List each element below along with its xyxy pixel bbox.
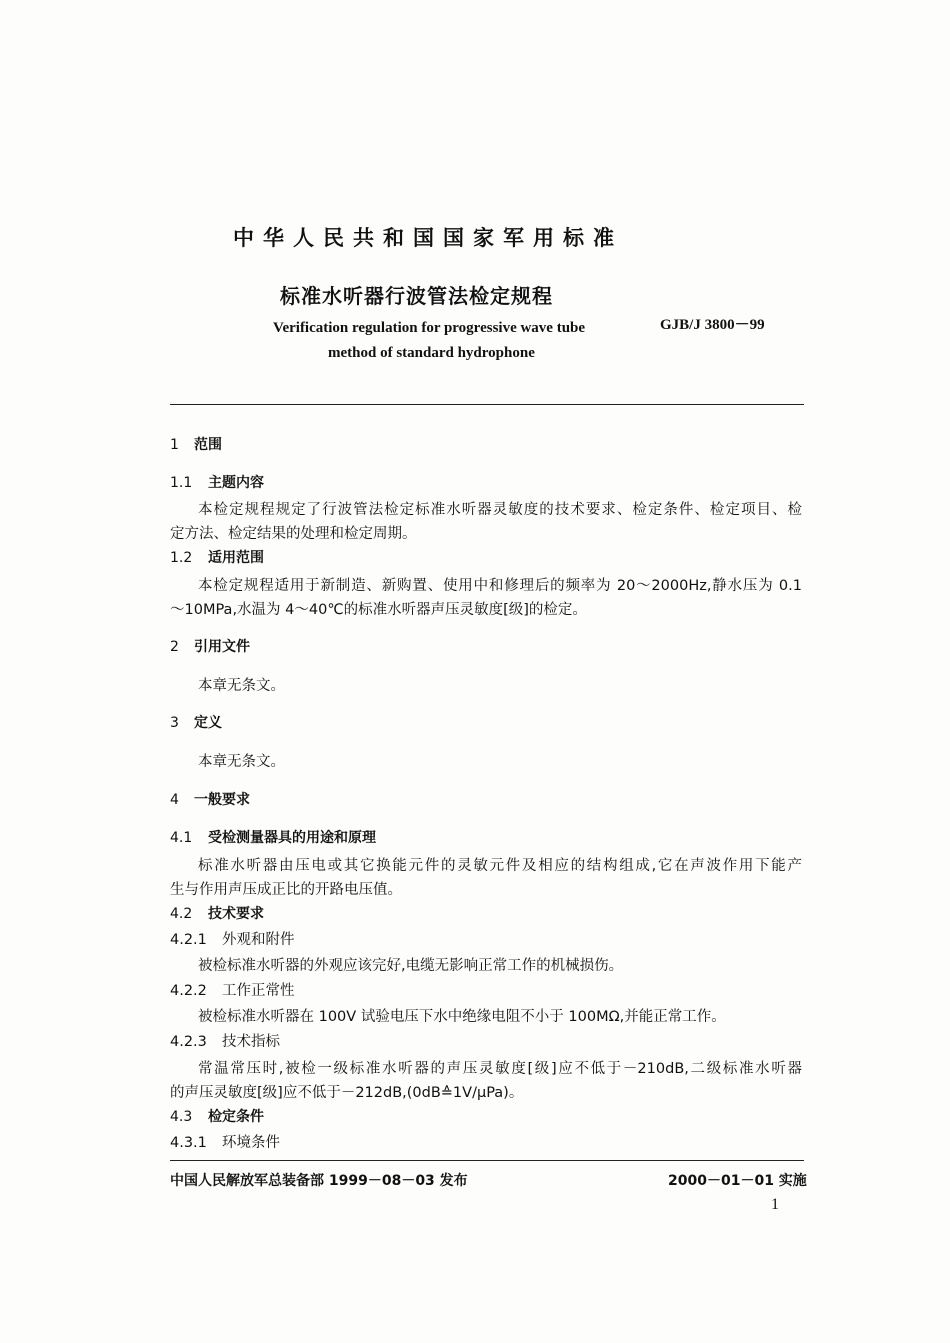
section-title: 外观和附件 bbox=[222, 932, 295, 948]
section-number: 4.2.3 bbox=[170, 1034, 207, 1050]
effective-date: 2000－01－01 实施 bbox=[668, 1173, 807, 1189]
section-title: 引用文件 bbox=[194, 639, 250, 655]
paragraph-line: ～10MPa,水温为 4～40℃的标准水听器声压灵敏度[级]的检定。 bbox=[170, 602, 587, 618]
national-standard-heading: 中华人民共和国国家军用标准 bbox=[233, 226, 623, 250]
section-number: 4.3.1 bbox=[170, 1135, 207, 1151]
paragraph-line: 被检标准水听器在 100V 试验电压下水中绝缘电阻不小于 100MΩ,并能正常工作。 bbox=[198, 1009, 726, 1025]
section-4-2-2-heading bbox=[170, 979, 295, 1000]
section-title: 技术指标 bbox=[222, 1034, 280, 1050]
section-title: 检定条件 bbox=[208, 1109, 264, 1125]
section-4-heading bbox=[170, 789, 250, 809]
section-2-heading bbox=[170, 636, 250, 656]
paragraph-line: 本检定规程规定了行波管法检定标准水听器灵敏度的技术要求、检定条件、检定项目、检 bbox=[198, 502, 802, 518]
section-number: 3 bbox=[170, 715, 179, 731]
paragraph-line: 标准水听器由压电或其它换能元件的灵敏元件及相应的结构组成,它在声波作用下能产 bbox=[198, 858, 802, 874]
footer-divider bbox=[170, 1160, 804, 1161]
paragraph-line: 被检标准水听器的外观应该完好,电缆无影响正常工作的机械损伤。 bbox=[198, 958, 624, 974]
paragraph-line: 本章无条文。 bbox=[198, 754, 285, 770]
section-number: 2 bbox=[170, 639, 179, 655]
section-number: 1 bbox=[170, 437, 179, 453]
paragraph-line: 的声压灵敏度[级]应不低于－212dB,(0dB≙1V/μPa)。 bbox=[170, 1085, 524, 1101]
section-1-2-heading bbox=[170, 547, 264, 567]
section-title: 定义 bbox=[194, 715, 222, 731]
document-title-en-line2: method of standard hydrophone bbox=[328, 345, 535, 361]
section-title: 环境条件 bbox=[222, 1135, 280, 1151]
section-title: 工作正常性 bbox=[222, 983, 295, 999]
section-title: 一般要求 bbox=[194, 792, 250, 808]
section-title: 技术要求 bbox=[208, 906, 264, 922]
paragraph-line: 本检定规程适用于新制造、新购置、使用中和修理后的频率为 20～2000Hz,静水压为 0.1 bbox=[198, 578, 802, 594]
section-4-2-1-heading bbox=[170, 928, 295, 949]
section-number: 4.3 bbox=[170, 1109, 193, 1125]
paragraph-line: 常温常压时,被检一级标准水听器的声压灵敏度[级]应不低于－210dB,二级标准水听器 bbox=[198, 1061, 802, 1077]
paragraph-line: 生与作用声压成正比的开路电压值。 bbox=[170, 882, 402, 898]
section-1-heading bbox=[170, 434, 222, 454]
document-title-en-line1: Verification regulation for progressive wave tube bbox=[273, 320, 586, 336]
issue-date: 中国人民解放军总装备部 1999－08－03 发布 bbox=[170, 1173, 468, 1189]
paragraph-line: 定方法、检定结果的处理和检定周期。 bbox=[170, 526, 417, 542]
section-title: 适用范围 bbox=[208, 550, 264, 566]
paragraph-line: 本章无条文。 bbox=[198, 678, 285, 694]
header-divider bbox=[170, 404, 804, 405]
section-3-heading bbox=[170, 712, 222, 732]
section-title: 主题内容 bbox=[208, 475, 264, 491]
section-1-1-heading bbox=[170, 472, 264, 492]
section-number: 4.2.2 bbox=[170, 983, 207, 999]
section-4-2-heading bbox=[170, 903, 264, 923]
section-title: 范围 bbox=[194, 437, 222, 453]
section-number: 4.2 bbox=[170, 906, 193, 922]
section-4-3-heading bbox=[170, 1106, 264, 1126]
section-number: 4 bbox=[170, 792, 179, 808]
section-number: 1.2 bbox=[170, 550, 193, 566]
section-4-2-3-heading bbox=[170, 1030, 280, 1051]
page-number: 1 bbox=[771, 1196, 779, 1213]
section-4-3-1-heading bbox=[170, 1131, 280, 1152]
section-number: 1.1 bbox=[170, 475, 193, 491]
standard-code: GJB/J 3800－99 bbox=[660, 317, 765, 333]
section-title: 受检测量器具的用途和原理 bbox=[208, 830, 376, 846]
section-4-1-heading bbox=[170, 827, 376, 847]
section-number: 4.2.1 bbox=[170, 932, 207, 948]
document-title-cn: 标准水听器行波管法检定规程 bbox=[280, 284, 553, 308]
section-number: 4.1 bbox=[170, 830, 193, 846]
